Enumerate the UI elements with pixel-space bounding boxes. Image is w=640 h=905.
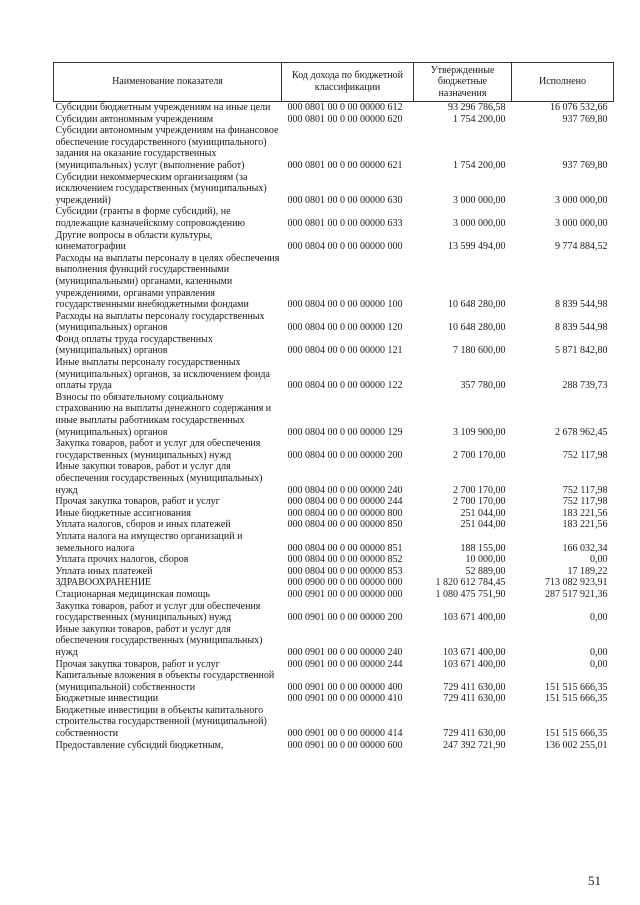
table-row bbox=[54, 253, 614, 311]
row-name-cell: Иные закупки товаров, работ и услуг для обеспечения государственных (муниципальных) нужд bbox=[55, 461, 263, 496]
row-code-cell: 000 0804 00 0 00 00000 852 bbox=[287, 554, 403, 566]
row-executed-cell: 17 189,22 bbox=[567, 565, 608, 577]
row-approved-cell: 1 080 475 751,90 bbox=[435, 588, 506, 600]
row-executed-cell: 3 000 000,00 bbox=[555, 194, 608, 206]
table-row bbox=[54, 670, 614, 693]
row-name-cell: Закупка товаров, работ и услуг для обеспечения государственных (муниципальных) нужд bbox=[55, 438, 261, 461]
row-name-cell: Уплата иных платежей bbox=[55, 565, 153, 577]
row-approved-cell: 7 180 600,00 bbox=[453, 345, 506, 357]
table-row bbox=[54, 114, 614, 126]
row-name-cell: Предоставление субсидий бюджетным, bbox=[55, 739, 224, 751]
row-name-cell: Уплата прочих налогов, сборов bbox=[55, 554, 189, 566]
row-approved-cell: 1 754 200,00 bbox=[453, 159, 506, 171]
row-code-cell: 000 0901 00 0 00 00000 400 bbox=[287, 681, 403, 693]
row-name-cell: Взносы по обязательному социальному страхованию на выплаты денежного содержания и иные выплаты работникам государственных (муниципальных) органов bbox=[55, 391, 272, 438]
row-executed-cell: 5 871 842,80 bbox=[555, 345, 608, 357]
row-name-cell: Расходы на выплаты персоналу государственных (муниципальных) органов bbox=[55, 310, 265, 334]
table-row bbox=[54, 740, 614, 752]
row-approved-cell: 3 000 000,00 bbox=[453, 194, 506, 206]
table-row bbox=[54, 508, 614, 520]
row-executed-cell: 183 221,56 bbox=[562, 519, 608, 531]
table-row bbox=[54, 392, 614, 438]
row-name-cell: Уплата налогов, сборов и иных платежей bbox=[55, 519, 231, 531]
table-row bbox=[54, 693, 614, 705]
row-approved-cell: 10 648 280,00 bbox=[448, 299, 506, 311]
table-row bbox=[54, 438, 614, 461]
table-row bbox=[54, 624, 614, 659]
row-approved-cell: 188 155,00 bbox=[460, 542, 506, 554]
row-code-cell: 000 0804 00 0 00 00000 240 bbox=[287, 484, 403, 496]
row-approved-cell: 1 820 612 784,45 bbox=[435, 577, 506, 589]
row-executed-cell: 3 000 000,00 bbox=[555, 217, 608, 229]
row-code-cell: 000 0804 00 0 00 00000 200 bbox=[287, 449, 403, 461]
table-row bbox=[54, 705, 614, 740]
table-row bbox=[54, 102, 614, 114]
row-approved-cell: 52 889,00 bbox=[465, 565, 506, 577]
row-executed-cell: 8 839 544,98 bbox=[555, 299, 608, 311]
row-code-cell: 000 0801 00 0 00 00000 620 bbox=[287, 113, 403, 125]
row-code-cell: 000 0804 00 0 00 00000 100 bbox=[287, 299, 403, 311]
row-name-cell: Капитальные вложения в объекты государственной (муниципальной) собственности bbox=[55, 670, 275, 693]
row-name-cell: Закупка товаров, работ и услуг для обеспечения государственных (муниципальных) нужд bbox=[55, 600, 261, 624]
row-code-cell: 000 0801 00 0 00 00000 630 bbox=[287, 194, 403, 206]
table-row bbox=[54, 334, 614, 357]
table-row bbox=[54, 659, 614, 671]
row-executed-cell: 288 739,73 bbox=[562, 380, 608, 392]
row-name-cell: ЗДРАВООХРАНЕНИЕ bbox=[55, 577, 152, 589]
row-approved-cell: 93 296 786,58 bbox=[448, 102, 506, 113]
row-approved-cell: 2 700 170,00 bbox=[453, 496, 506, 508]
row-executed-cell: 8 839 544,98 bbox=[555, 322, 608, 334]
budget-execution-report bbox=[53, 62, 613, 751]
row-executed-cell: 151 515 666,35 bbox=[545, 728, 608, 740]
row-name-cell: Иные закупки товаров, работ и услуг для обеспечения государственных (муниципальных) нужд bbox=[55, 623, 263, 658]
row-code-cell: 000 0804 00 0 00 00000 122 bbox=[287, 380, 403, 392]
header-approved: Утвержденные бюджетные назначения bbox=[414, 63, 512, 102]
row-approved-cell: 3 000 000,00 bbox=[453, 217, 506, 229]
row-code-cell: 000 0901 00 0 00 00000 240 bbox=[287, 646, 403, 658]
row-code-cell: 000 0901 00 0 00 00000 410 bbox=[287, 693, 403, 705]
budget-table bbox=[53, 62, 614, 751]
header-indicator-name: Наименование показателя bbox=[54, 63, 282, 102]
row-code-cell: 000 0901 00 0 00 00000 414 bbox=[287, 728, 403, 740]
row-name-cell: Бюджетные инвестиции в объекты капитального строительства государственной (муниципальной) собственности bbox=[55, 704, 267, 740]
row-executed-cell: 0,00 bbox=[590, 646, 608, 658]
row-executed-cell: 16 076 532,66 bbox=[550, 102, 608, 113]
row-executed-cell: 752 117,98 bbox=[562, 484, 608, 496]
row-code-cell: 000 0804 00 0 00 00000 853 bbox=[287, 565, 403, 577]
row-approved-cell: 103 671 400,00 bbox=[443, 646, 506, 658]
row-code-cell: 000 0804 00 0 00 00000 000 bbox=[287, 241, 403, 253]
row-executed-cell: 0,00 bbox=[590, 612, 608, 624]
row-name-cell: Субсидии (гранты в форме субсидий), не подлежащие казначейскому сопровождению bbox=[55, 206, 245, 229]
row-executed-cell: 166 032,34 bbox=[562, 542, 608, 554]
table-row bbox=[54, 589, 614, 601]
row-approved-cell: 10 000,00 bbox=[465, 554, 506, 566]
row-executed-cell: 752 117,98 bbox=[562, 449, 608, 461]
row-code-cell: 000 0804 00 0 00 00000 120 bbox=[287, 322, 403, 334]
table-row bbox=[54, 230, 614, 253]
row-executed-cell: 713 082 923,91 bbox=[545, 577, 608, 589]
row-name-cell: Прочая закупка товаров, работ и услуг bbox=[55, 496, 220, 508]
table-row bbox=[54, 519, 614, 531]
row-executed-cell: 151 515 666,35 bbox=[545, 693, 608, 705]
row-code-cell: 000 0804 00 0 00 00000 850 bbox=[287, 519, 403, 531]
row-name-cell: Прочая закупка товаров, работ и услуг bbox=[55, 658, 220, 670]
row-code-cell: 000 0901 00 0 00 00000 200 bbox=[287, 612, 403, 624]
row-name-cell: Расходы на выплаты персоналу в целях обеспечения выполнения функций государственными (муниципальными) органами, казенными учреждениями, органами управления государственными внебюджетными фондами bbox=[55, 252, 280, 311]
table-row bbox=[54, 357, 614, 392]
row-code-cell: 000 0801 00 0 00 00000 621 bbox=[287, 159, 403, 171]
row-executed-cell: 151 515 666,35 bbox=[545, 681, 608, 693]
row-name-cell: Субсидии автономным учреждениям bbox=[55, 113, 214, 125]
row-name-cell: Субсидии некоммерческим организациям (за исключением государственных (муниципальных) учреждений) bbox=[55, 171, 267, 206]
row-code-cell: 000 0801 00 0 00 00000 633 bbox=[287, 217, 403, 229]
table-row bbox=[54, 601, 614, 624]
row-code-cell: 000 0801 00 0 00 00000 612 bbox=[287, 102, 403, 113]
row-executed-cell: 183 221,56 bbox=[562, 507, 608, 519]
table-row bbox=[54, 172, 614, 207]
table-row bbox=[54, 554, 614, 566]
row-executed-cell: 937 769,80 bbox=[562, 113, 608, 125]
table-header-row bbox=[54, 63, 614, 102]
row-approved-cell: 729 411 630,00 bbox=[443, 693, 506, 705]
row-code-cell: 000 0901 00 0 00 00000 244 bbox=[287, 658, 403, 670]
table-row bbox=[54, 311, 614, 334]
row-approved-cell: 1 754 200,00 bbox=[453, 113, 506, 125]
row-executed-cell: 2 678 962,45 bbox=[555, 426, 608, 438]
row-approved-cell: 10 648 280,00 bbox=[448, 322, 506, 334]
row-name-cell: Уплата налога на имущество организаций и земельного налога bbox=[55, 530, 243, 554]
row-executed-cell: 0,00 bbox=[590, 658, 608, 670]
row-approved-cell: 103 671 400,00 bbox=[443, 658, 506, 670]
row-code-cell: 000 0804 00 0 00 00000 121 bbox=[287, 345, 403, 357]
row-approved-cell: 3 109 900,00 bbox=[453, 426, 506, 438]
table-row bbox=[54, 206, 614, 229]
row-approved-cell: 247 392 721,90 bbox=[443, 739, 506, 751]
row-code-cell: 000 0900 00 0 00 00000 000 bbox=[287, 577, 403, 589]
row-name-cell: Фонд оплаты труда государственных (муниципальных) органов bbox=[55, 333, 213, 357]
table-row bbox=[54, 577, 614, 589]
row-executed-cell: 287 517 921,36 bbox=[545, 588, 608, 600]
row-name-cell: Стационарная медицинская помощь bbox=[55, 588, 210, 600]
table-row bbox=[54, 566, 614, 578]
row-code-cell: 000 0804 00 0 00 00000 851 bbox=[287, 542, 403, 554]
row-executed-cell: 136 002 255,01 bbox=[545, 739, 608, 751]
row-approved-cell: 2 700 170,00 bbox=[453, 449, 506, 461]
row-code-cell: 000 0804 00 0 00 00000 800 bbox=[287, 507, 403, 519]
row-executed-cell: 937 769,80 bbox=[562, 159, 608, 171]
row-code-cell: 000 0901 00 0 00 00000 600 bbox=[287, 739, 403, 751]
row-approved-cell: 251 044,00 bbox=[460, 519, 506, 531]
row-approved-cell: 729 411 630,00 bbox=[443, 681, 506, 693]
row-executed-cell: 9 774 884,52 bbox=[555, 241, 608, 253]
row-code-cell: 000 0901 00 0 00 00000 000 bbox=[287, 588, 403, 600]
row-approved-cell: 357 780,00 bbox=[460, 380, 506, 392]
row-code-cell: 000 0804 00 0 00 00000 129 bbox=[287, 426, 403, 438]
row-name-cell: Другие вопросы в области культуры, кинематографии bbox=[55, 229, 213, 253]
row-name-cell: Иные бюджетные ассигнования bbox=[55, 507, 191, 519]
row-name-cell: Иные выплаты персоналу государственных (муниципальных) органов, за исключением фонда оплаты труда bbox=[55, 357, 270, 392]
row-executed-cell: 0,00 bbox=[590, 554, 608, 566]
table-row bbox=[54, 531, 614, 554]
row-approved-cell: 251 044,00 bbox=[460, 507, 506, 519]
page-number: 51 bbox=[588, 873, 601, 888]
row-name-cell: Бюджетные инвестиции bbox=[55, 693, 159, 705]
row-approved-cell: 103 671 400,00 bbox=[443, 612, 506, 624]
row-code-cell: 000 0804 00 0 00 00000 244 bbox=[287, 496, 403, 508]
table-row bbox=[54, 496, 614, 508]
header-executed: Исполнено bbox=[512, 63, 614, 102]
row-approved-cell: 729 411 630,00 bbox=[443, 728, 506, 740]
row-name-cell: Субсидии бюджетным учреждениям на иные цели bbox=[55, 102, 271, 113]
row-approved-cell: 2 700 170,00 bbox=[453, 484, 506, 496]
row-name-cell: Субсидии автономным учреждениям на финансовое обеспечение государственного (муниципального) задания на оказание государственных (муниципальных) услуг (выполнение работ) bbox=[55, 125, 279, 171]
table-row bbox=[54, 461, 614, 496]
row-approved-cell: 13 599 494,00 bbox=[448, 241, 506, 253]
table-row bbox=[54, 125, 614, 171]
header-budget-code: Код дохода по бюджетной классификации bbox=[282, 63, 414, 102]
row-executed-cell: 752 117,98 bbox=[562, 496, 608, 508]
